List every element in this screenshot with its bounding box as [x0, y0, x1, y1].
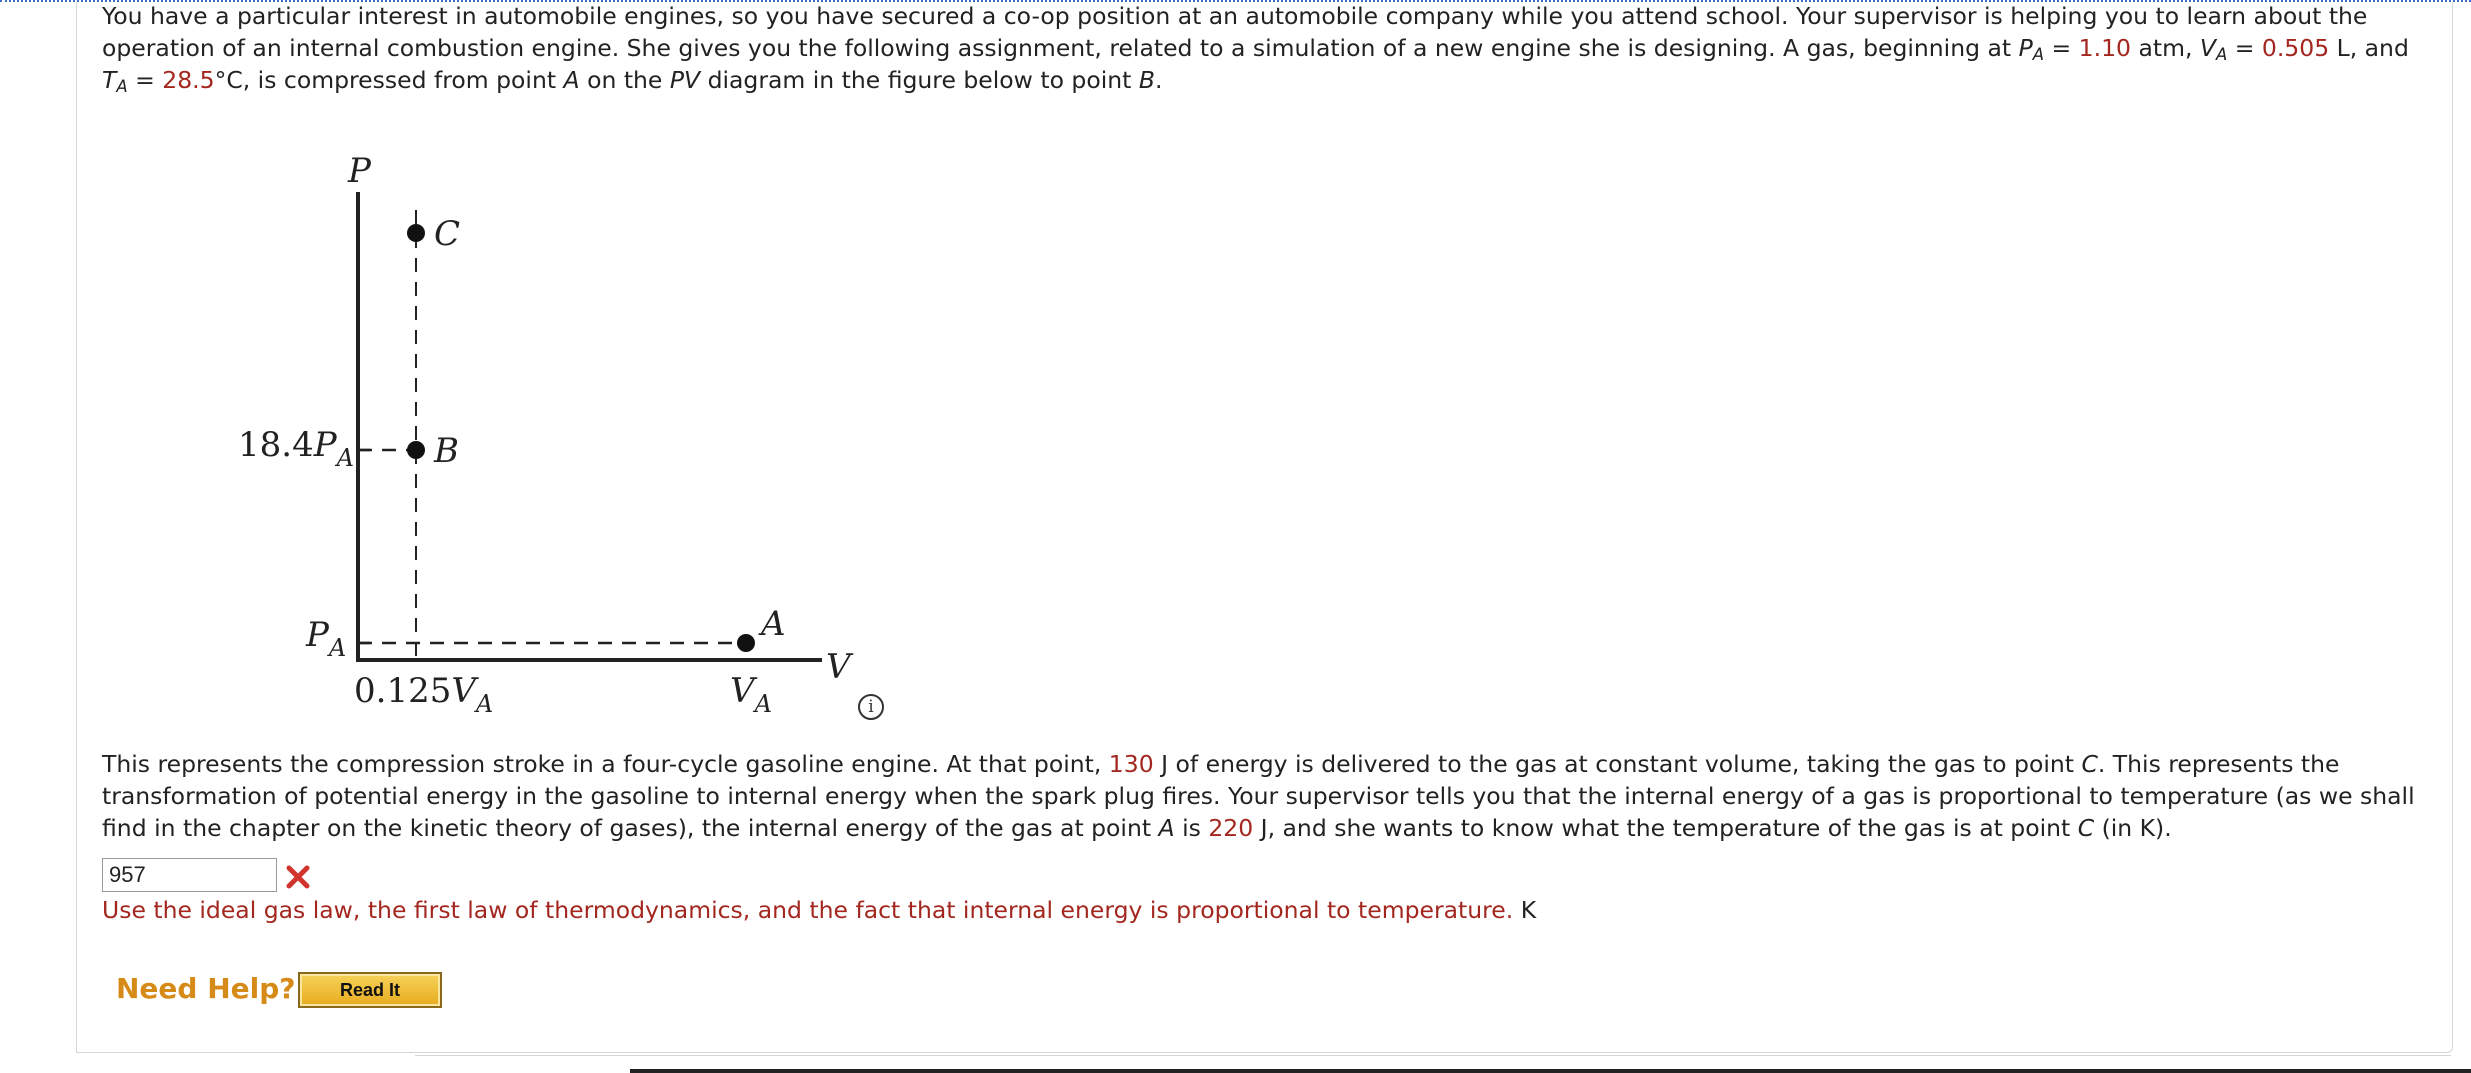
point-label-b: B [434, 431, 459, 471]
point-a [737, 634, 755, 652]
given-energy-value: 130 [1108, 750, 1154, 778]
divider [415, 1055, 2451, 1056]
given-va-value: 0.505 [2261, 34, 2330, 62]
answer-input[interactable] [102, 858, 277, 892]
given-internal-energy-value: 220 [1208, 814, 1254, 842]
problem-continuation: This represents the compression stroke in a four-cycle gasoline engine. At that point, 130 J of energy is delivered to the gas at constant volume, taking the gas to point C. This represents the transformation of potential energy in the gasoline to internal energy when the spark plug fires. Your supervisor tells you that the internal energy of a gas is proportional to temperature (as we shall find in the chapter on the kinetic theory of gases), the internal energy of the gas at point A is 220 J, and she wants to know what the temperature of the gas is at point C (in K). [102, 750, 2415, 842]
point-label-a: A [761, 604, 786, 644]
answer-unit: K [1520, 896, 1537, 924]
axis-label-p: P [348, 151, 371, 191]
info-icon[interactable]: i [858, 694, 884, 720]
axis-label-v: V [826, 647, 851, 687]
x-tick-label-low: $0.125V_A$ [354, 671, 494, 718]
x-tick-label-high: $V_A$ [730, 671, 772, 718]
need-help-label: Need Help? [116, 972, 296, 1005]
bottom-bar [630, 1069, 2471, 1073]
point-label-c: C [434, 214, 461, 254]
y-tick-label-high: $18.4P_A$ [238, 425, 354, 472]
read-it-button[interactable]: Read It [298, 972, 442, 1008]
incorrect-x-icon [285, 864, 311, 890]
point-c [407, 224, 425, 242]
point-b [407, 441, 425, 459]
given-ta-value: 28.5 [162, 66, 215, 94]
y-tick-label-low: $P_A$ [306, 615, 347, 662]
given-pa-value: 1.10 [2078, 34, 2131, 62]
pv-diagram [228, 140, 908, 730]
problem-statement: You have a particular interest in automobile engines, so you have secured a co-op position at an automobile company while you attend school. Your supervisor is helping you to learn about the operation of an internal combustion engine. She gives you the following assignment, related to a simulation of a new engine she is designing. A gas, beginning at $P_A = 1.10$ atm, $V_A = 0.505$ L, and $T_A = 28.5^\circ C$, is compressed from point A on the PV diagram in the figure below to point B. [102, 2, 2409, 96]
feedback-hint: Use the ideal gas law, the first law of thermodynamics, and the fact that internal energy is proportional to temperature. K [102, 896, 1537, 924]
